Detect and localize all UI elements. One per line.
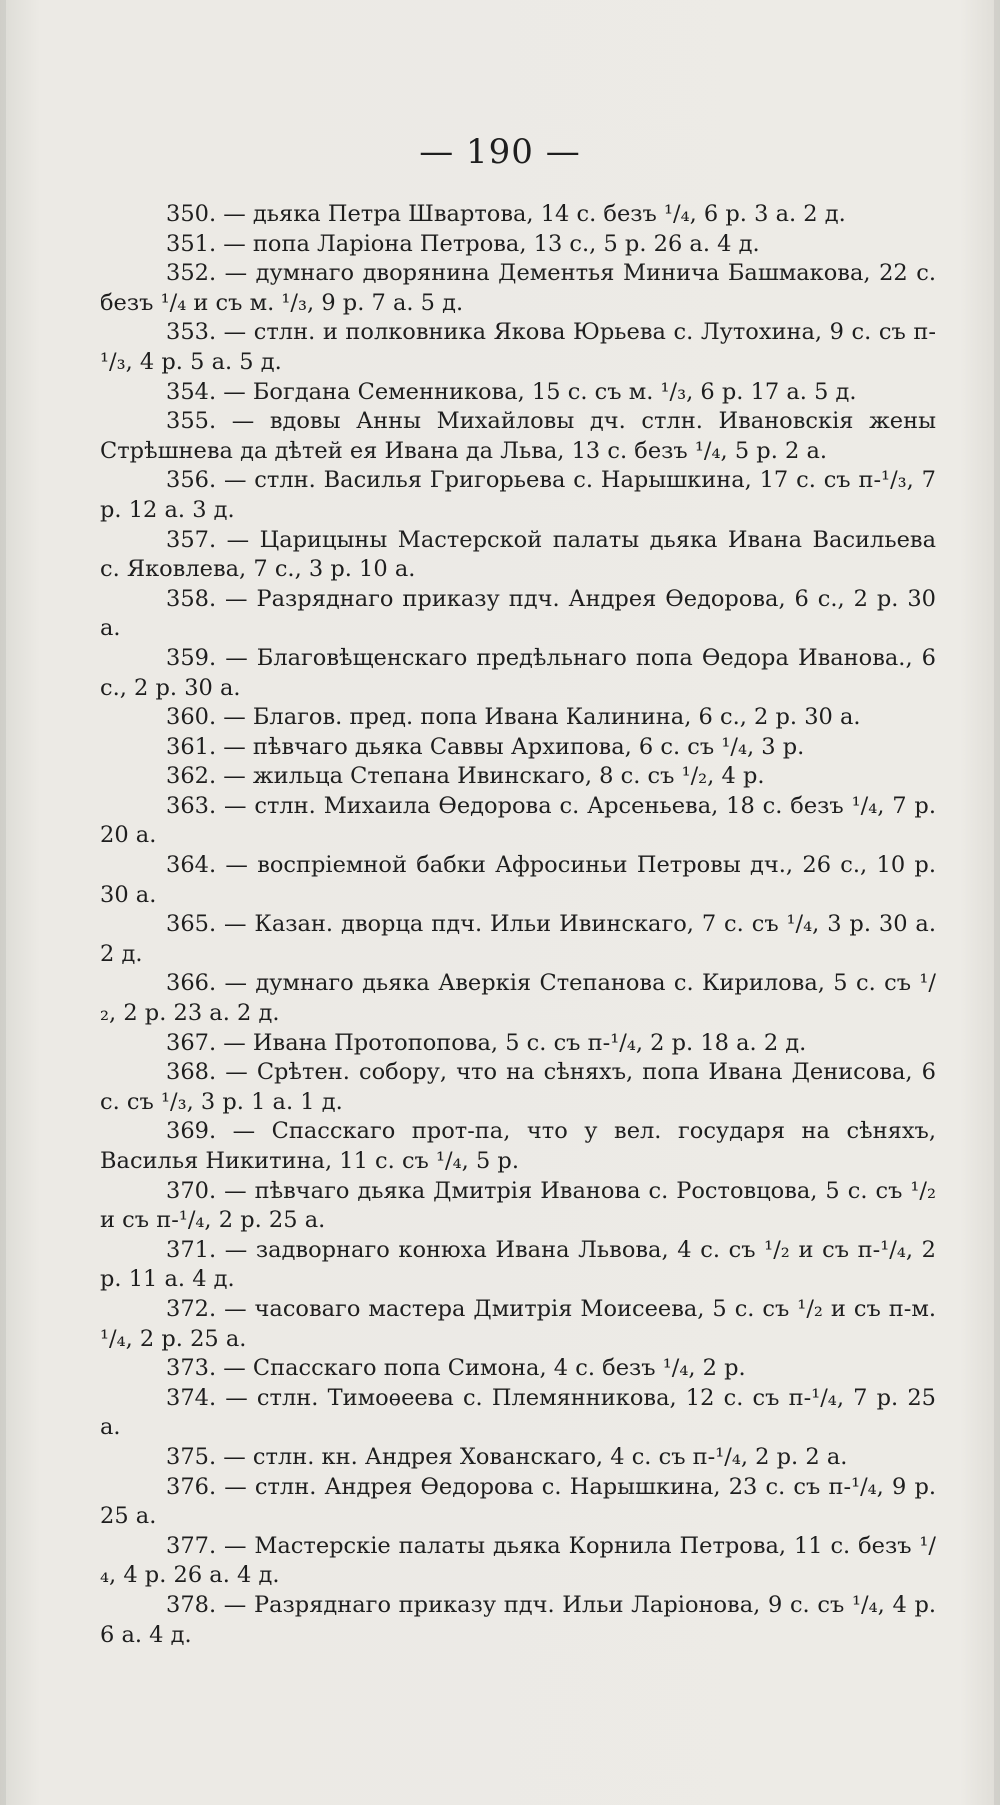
- entry-373: 373. — Спасскаго попа Симона, 4 с. безъ ¹/₄, 2 р.: [166, 1355, 746, 1382]
- entry-378: 378. — Разряднаго приказу пдч. Ильи Ларіонова, 9 с. съ ¹/₄, 4 р. 6 а. 4 д.: [100, 1591, 936, 1648]
- entry-364: 364. — воспріемной бабки Афросиньи Петровы дч., 26 с., 10 р. 30 а.: [100, 852, 936, 908]
- entry-368: 368. — Срѣтен. собору, что на сѣняхъ, попа Ивана Денисова, 6 с. съ ¹/₃, 3 р. 1 а. 1 д.: [100, 1059, 936, 1115]
- entry-354: 354. — Богдана Семенникова, 15 с. съ м. ¹/₃, 6 р. 17 а. 5 д.: [166, 378, 857, 405]
- entry-358: 358. — Разряднаго приказу пдч. Андрея Ѳедорова, 6 с., 2 р. 30 а.: [100, 585, 936, 642]
- entry-362: 362. — жильца Степана Ивинскаго, 8 с. съ ¹/₂, 4 р.: [166, 763, 765, 790]
- entry-351: 351. — попа Ларіона Петрова, 13 с., 5 р. 26 а. 4 д.: [166, 230, 760, 257]
- entry-361: 361. — пѣвчаго дьяка Саввы Архипова, 6 с. съ ¹/₄, 3 р.: [166, 733, 805, 760]
- entry-372: 372. — часоваго мастера Дмитрія Моисеева, 5 с. съ ¹/₂ и съ п-м. ¹/₄, 2 р. 25 а.: [100, 1295, 936, 1352]
- entry-367: 367. — Ивана Протопопова, 5 с. съ п-¹/₄, 2 р. 18 а. 2 д.: [166, 1029, 807, 1056]
- entry-374: 374. — стлн. Тимоѳеева с. Племянникова, 12 с. съ п-¹/₄, 7 р. 25 а.: [100, 1384, 936, 1441]
- entry-357: 357. — Царицыны Мастерской палаты дьяка Ивана Васильева с. Яковлева, 7 с., 3 р. 10 а.: [100, 526, 936, 583]
- entry-371: 371. — задворнаго конюха Ивана Львова, 4 с. съ ¹/₂ и съ п-¹/₄, 2 р. 11 а. 4 д.: [100, 1236, 936, 1293]
- entry-350: 350. — дьяка Петра Швартова, 14 с. безъ ¹/₄, 6 р. 3 а. 2 д.: [166, 201, 846, 227]
- page-number: — 190 —: [419, 132, 581, 172]
- entry-353: 353. — стлн. и полковника Якова Юрьева с. Лутохина, 9 с. съ п-¹/₃, 4 р. 5 а. 5 д.: [100, 319, 936, 375]
- entry-370: 370. — пѣвчаго дьяка Дмитрія Иванова с. Ростовцова, 5 с. съ ¹/₂ и съ п-¹/₄, 2 р. 25 а.: [100, 1177, 936, 1234]
- entry-377: 377. — Мастерскіе палаты дьяка Корнила Петрова, 11 с. безъ ¹/₄, 4 р. 26 а. 4 д.: [100, 1532, 936, 1589]
- entry-list: [100, 200, 936, 1650]
- entry-356: 356. — стлн. Василья Григорьева с. Нарышкина, 17 с. съ п-¹/₃, 7 р. 12 а. 3 д.: [100, 467, 936, 523]
- entry-360: 360. — Благов. пред. попа Ивана Калинина, 6 с., 2 р. 30 а.: [166, 704, 861, 731]
- entry-355: 355. — вдовы Анны Михайловы дч. стлн. Ивановскія жены Стрѣшнева да дѣтей ея Ивана да Льва, 13 с. безъ ¹/₄, 5 р. 2 а.: [100, 408, 936, 464]
- entry-376: 376. — стлн. Андрея Ѳедорова с. Нарышкина, 23 с. съ п-¹/₄, 9 р. 25 а.: [100, 1473, 936, 1530]
- page-left-edge: [0, 0, 6, 1805]
- page-right-edge: [994, 0, 1000, 1805]
- entry-363: 363. — стлн. Михаила Ѳедорова с. Арсеньева, 18 с. безъ ¹/₄, 7 р. 20 а.: [100, 792, 936, 849]
- entry-366: 366. — думнаго дьяка Аверкія Степанова с. Кирилова, 5 с. съ ¹/₂, 2 р. 23 а. 2 д.: [100, 970, 936, 1027]
- entry-365: 365. — Казан. дворца пдч. Ильи Ивинскаго, 7 с. съ ¹/₄, 3 р. 30 а. 2 д.: [100, 911, 936, 967]
- entry-375: 375. — стлн. кн. Андрея Хованскаго, 4 с. съ п-¹/₄, 2 р. 2 а.: [166, 1443, 848, 1470]
- entry-359: 359. — Благовѣщенскаго предѣльнаго попа Ѳедора Иванова., 6 с., 2 р. 30 а.: [100, 644, 936, 701]
- entry-369: 369. — Спасскаго прот-па, что у вел. государя на сѣняхъ, Василья Никитина, 11 с. съ ¹/₄, 5 р.: [100, 1118, 936, 1174]
- entry-352: 352. — думнаго дворянина Дементья Минича Башмакова, 22 с. безъ ¹/₄ и съ м. ¹/₃, 9 р. 7 а. 5 д.: [100, 260, 936, 316]
